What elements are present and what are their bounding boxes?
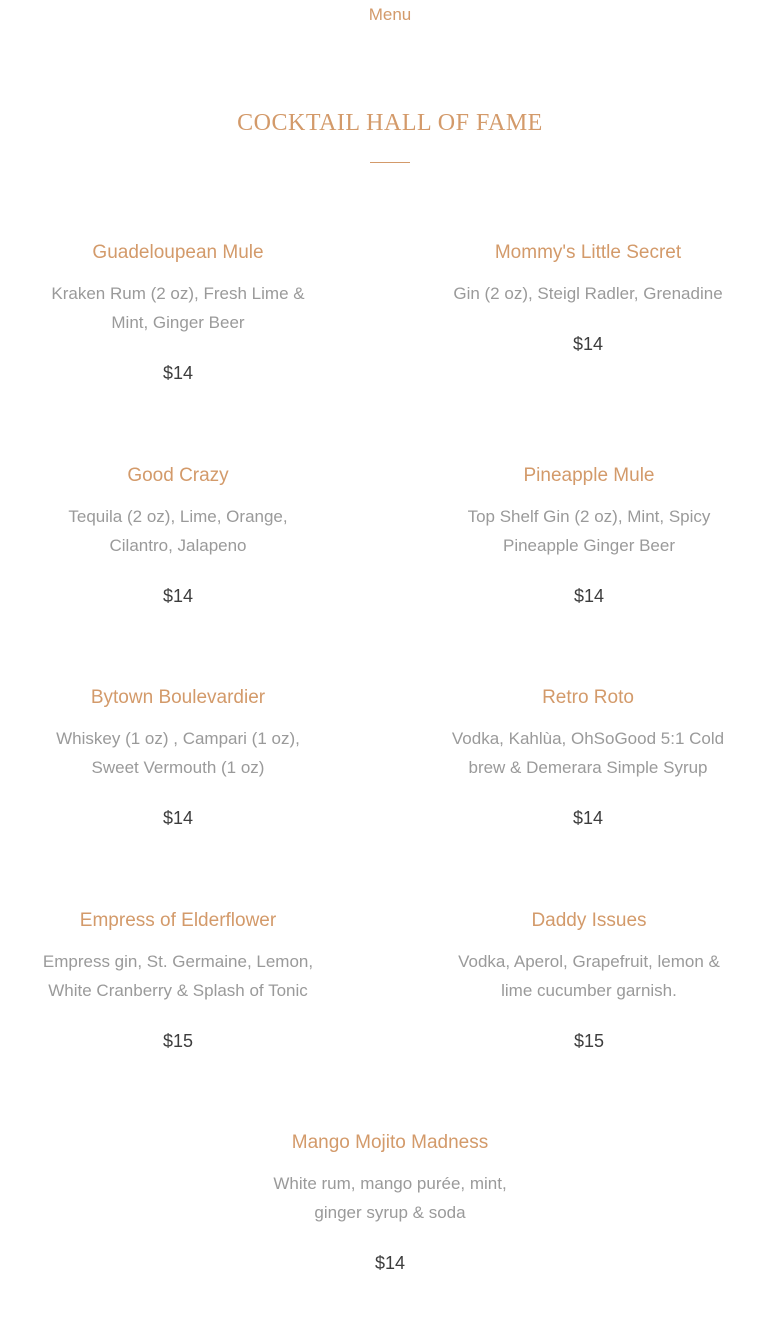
menu-link[interactable]: Menu [368, 5, 412, 24]
item-price: $14 [374, 1253, 406, 1273]
menu-item-pineapple-mule [449, 463, 729, 609]
item-name: Empress of Elderflower [79, 910, 277, 931]
item-name: Retro Roto [542, 687, 634, 708]
title-divider [370, 162, 410, 163]
item-price: $14 [573, 586, 605, 606]
item-description: Empress gin, St. Germaine, Lemon, White Cranberry & Splash of Tonic [42, 952, 314, 1000]
menu-item-guadeloupean-mule [38, 240, 318, 386]
item-name: Daddy Issues [531, 910, 647, 931]
item-price: $14 [572, 808, 604, 828]
menu-item-daddy-issues [444, 908, 734, 1054]
item-name: Guadeloupean Mule [92, 242, 264, 263]
menu-item-mango-mojito-madness [250, 1130, 530, 1276]
item-description: Gin (2 oz), Steigl Radler, Grenadine [453, 284, 723, 303]
item-name: Mommy's Little Secret [494, 242, 682, 263]
item-description: White rum, mango purée, mint, ginger syrup & soda [273, 1174, 507, 1222]
item-description: Vodka, Aperol, Grapefruit, lemon & lime cucumber garnish. [458, 952, 720, 1000]
item-price: $14 [572, 334, 604, 354]
item-name: Bytown Boulevardier [90, 687, 266, 708]
menu-item-good-crazy [38, 463, 318, 609]
menu-item-mommys-little-secret [434, 240, 742, 357]
item-name: Pineapple Mule [523, 465, 655, 486]
item-description: Whiskey (1 oz) , Campari (1 oz), Sweet Vermouth (1 oz) [56, 729, 300, 777]
item-name: Mango Mojito Madness [291, 1132, 489, 1153]
item-name: Good Crazy [127, 465, 229, 486]
item-price: $14 [162, 586, 194, 606]
menu-item-retro-roto [434, 685, 742, 831]
item-description: Vodka, Kahlùa, OhSoGood 5:1 Cold brew & Demerara Simple Syrup [451, 729, 725, 777]
item-price: $14 [162, 808, 194, 828]
section-title: COCKTAIL HALL OF FAME [237, 110, 543, 136]
item-description: Kraken Rum (2 oz), Fresh Lime & Mint, Ginger Beer [51, 284, 305, 332]
item-price: $15 [573, 1031, 605, 1051]
item-price: $14 [162, 363, 194, 383]
item-description: Top Shelf Gin (2 oz), Mint, Spicy Pineapple Ginger Beer [467, 507, 711, 555]
menu-item-bytown-boulevardier [38, 685, 318, 831]
item-description: Tequila (2 oz), Lime, Orange, Cilantro, Jalapeno [68, 507, 288, 555]
item-price: $15 [162, 1031, 194, 1051]
menu-item-empress-of-elderflower [28, 908, 328, 1054]
